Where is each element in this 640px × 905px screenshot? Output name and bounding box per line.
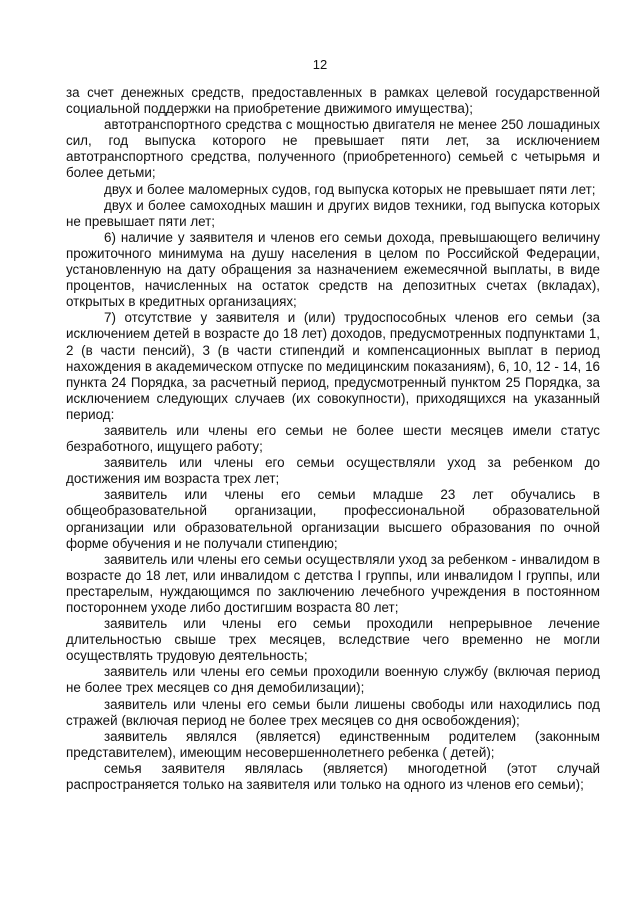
document-body [66, 85, 600, 793]
page-number: 12 [312, 57, 328, 72]
paragraph: семья заявителя являлась (является) многодетной (этот случай распространяется только на заявителя или только на одного из членов его семьи); [66, 760, 600, 793]
paragraph: заявитель или члены его семьи младше 23 лет обучались в общеобразовательной организации, профессиональной образовательной организации или образовательной организации высшего образования по очной форме обучения и не получали стипендию; [66, 487, 600, 551]
paragraph: за счет денежных средств, предоставленных в рамках целевой государственной социальной поддержки на приобретение движимого имущества); [66, 85, 600, 117]
paragraph: заявитель или члены его семьи не более шести месяцев имели статус безработного, ищущего работу; [66, 422, 600, 455]
paragraph: заявитель или члены его семьи осуществляли уход за ребенком - инвалидом в возрасте до 18 лет, или инвалидом с детства I группы, или инвалидом I группы, или престарелым, нуждающимся по заключению лечебного учреждения в постоянном постороннем уходе либо достигшим возраста 80 лет; [66, 551, 600, 615]
paragraph: заявитель или члены его семьи были лишены свободы или находились под стражей (включая период не более трех месяцев со дня освобождения); [66, 696, 600, 728]
paragraph: 6) наличие у заявителя и членов его семьи дохода, превышающего величину прожиточного минимума на душу населения в целом по Российской Федерации, установленную на дату обращения за назначением ежемесячной выплаты, в виде процентов, начисленных на остаток средств на депозитных счетах (вкладах), открытых в кредитных организациях; [66, 229, 600, 310]
paragraph: 7) отсутствие у заявителя и (или) трудоспособных членов его семьи (за исключением детей в возрасте до 18 лет) доходов, предусмотренных подпунктами 1, 2 (в части пенсий), 3 (в части стипендий и компенсационных выплат в период нахождения в академическом отпуске по медицинским показаниям), 6, 10, 12 - 14, 16 пункта 24 Порядка, за расчетный период, предусмотренный пунктом 25 Порядка, за исключением следующих случаев (их совокупности), приходящихся на указанный период: [66, 310, 600, 422]
paragraph: заявитель или члены его семьи проходили непрерывное лечение длительностью свыше трех месяцев, вследствие чего временно не могли осуществлять трудовую деятельность; [66, 616, 600, 664]
paragraph: заявитель или члены его семьи проходили военную службу (включая период не более трех месяцев со дня демобилизации); [66, 664, 600, 696]
paragraph: двух и более маломерных судов, год выпуска которых не превышает пяти лет; [104, 181, 596, 197]
paragraph: заявитель являлся (является) единственным родителем (законным представителем), имеющим несовершеннолетнего ребенка ( детей); [66, 728, 600, 760]
paragraph: заявитель или члены его семьи осуществляли уход за ребенком до достижения им возраста трех лет; [66, 455, 600, 487]
paragraph: автотранспортного средства с мощностью двигателя не менее 250 лошадиных сил, год выпуска которого не превышает пяти лет, за исключением автотранспортного средства, полученного (приобретенного) семьей с четырьмя и более детьми; [66, 117, 600, 181]
paragraph: двух и более самоходных машин и других видов техники, год выпуска которых не превышает пяти лет; [66, 197, 600, 229]
